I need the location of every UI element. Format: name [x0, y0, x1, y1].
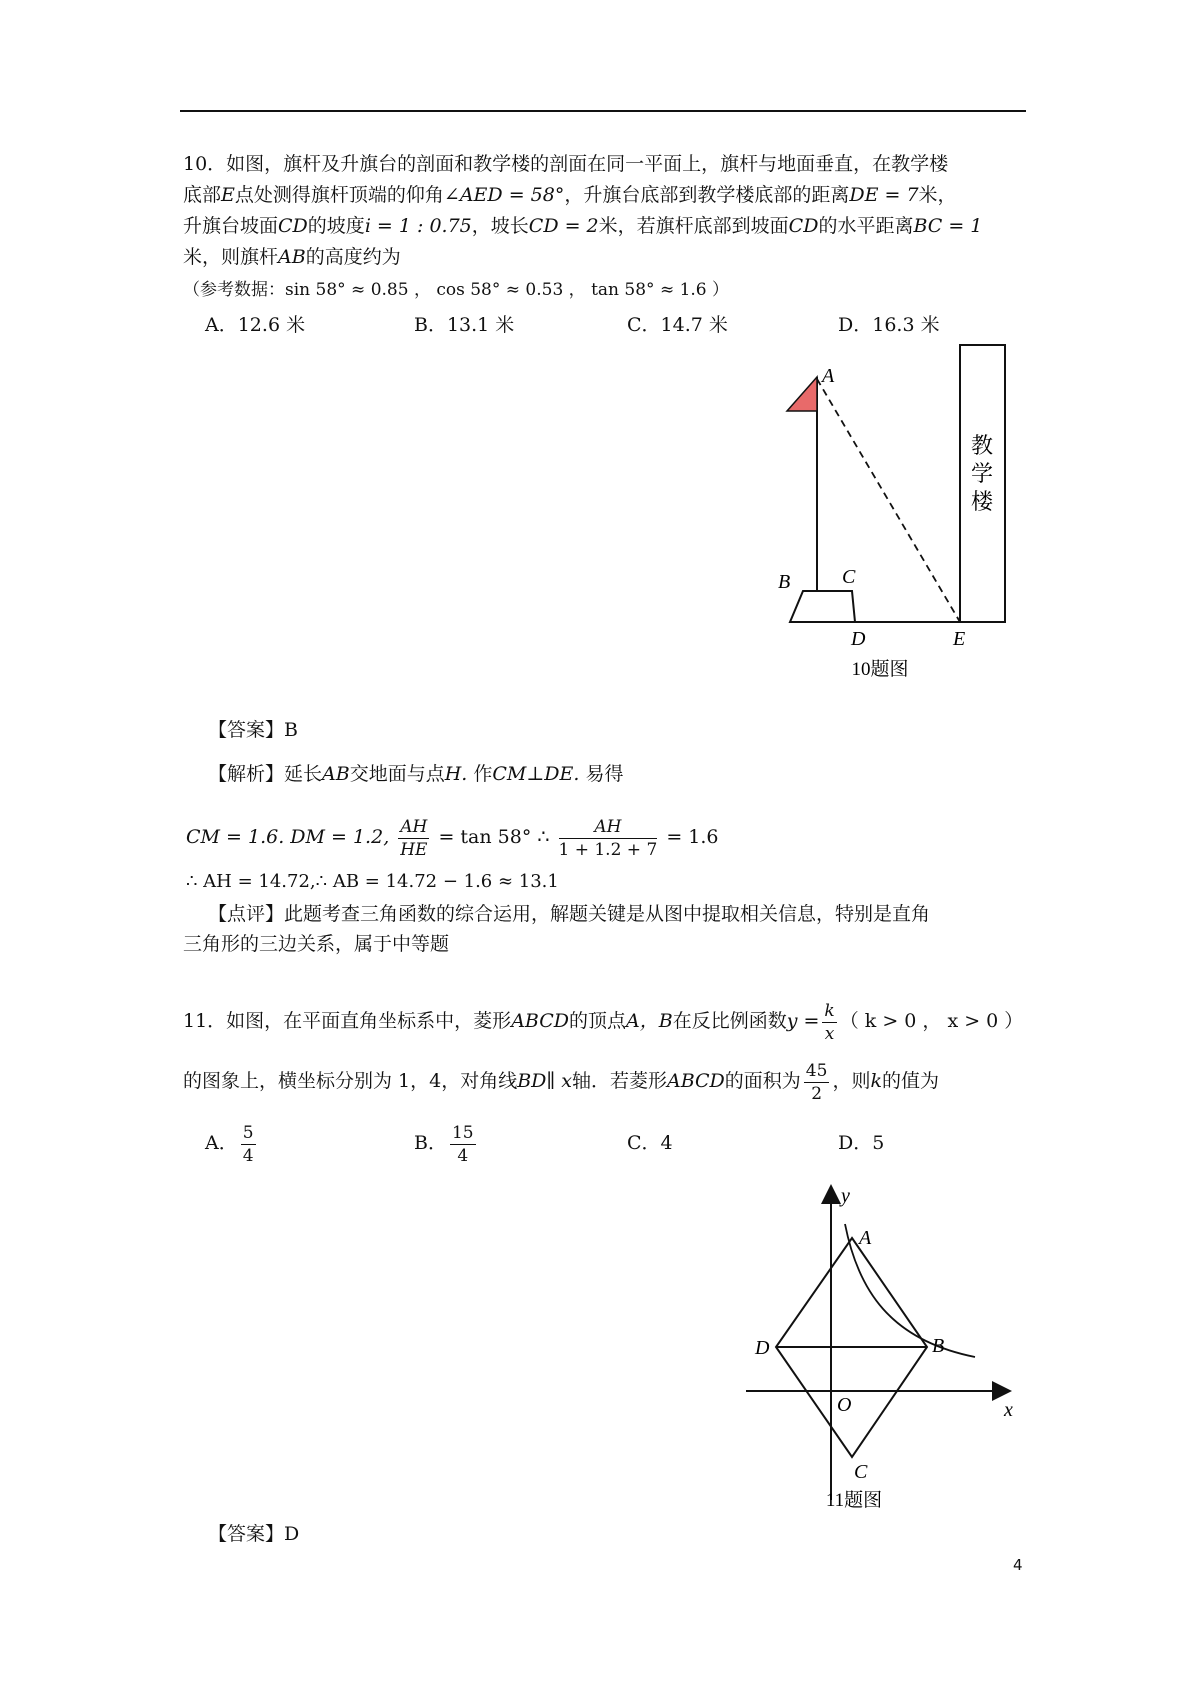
- q10-comment-line2: 三角形的三边关系，属于中等题: [183, 933, 450, 955]
- q10-line1: 10．如图，旗杆及升旗台的剖面和教学楼的剖面在同一平面上，旗杆与地面垂直，在教学楼: [183, 153, 949, 175]
- building-char-3: 楼: [970, 489, 994, 514]
- q10-analysis: 【解析】延长AB交地面与点H. 作CM⊥DE. 易得: [208, 763, 624, 785]
- q10-option-c: C．14.7 米: [627, 314, 728, 336]
- figure-caption: 11题图: [825, 1490, 883, 1510]
- label-c: C: [854, 1461, 868, 1483]
- label-b: B: [778, 571, 791, 593]
- platform: [790, 591, 855, 622]
- label-d: D: [851, 628, 866, 650]
- q11-line1: 11．如图，在平面直角坐标系中，菱形ABCD的顶点A，B在反比例函数y = $\frac{k}{x}$ （ k > 0 ， x > 0 ）: [183, 1000, 1024, 1044]
- q10-reference-data: （参考数据：sin 58° ≈ 0.85 ， cos 58° ≈ 0.53 ， tan 58° ≈ 1.6 ）: [183, 280, 730, 300]
- figure-caption: 10题图: [851, 659, 909, 680]
- q10-answer: 【答案】B: [208, 719, 298, 741]
- label-c: C: [842, 566, 856, 588]
- q11-option-c: C．4: [627, 1132, 673, 1154]
- q10-comment-line1: 【点评】此题考查三角函数的综合运用，解题关键是从图中提取相关信息，特别是直角: [208, 903, 931, 925]
- sight-line: [817, 379, 960, 622]
- q11-option-b: B． $\frac{15}{4}$: [414, 1122, 474, 1166]
- q11-option-d: D．5: [838, 1132, 885, 1154]
- q11-option-a: A． $\frac{5}{4}$: [205, 1122, 254, 1166]
- q10-equation-2: ∴ AH = 14.72,∴ AB = 14.72 − 1.6 ≈ 13.1: [186, 871, 559, 892]
- q10-line4: 米，则旗杆AB的高度约为: [183, 246, 401, 268]
- label-d: D: [755, 1337, 770, 1359]
- label-a: A: [859, 1227, 872, 1249]
- q10-option-a: A．12.6 米: [205, 314, 306, 336]
- q11-line2: 的图象上，横坐标分别为 1，4，对角线BD∥ x轴．若菱形ABCD的面积为 $\frac{45}{2}$ ，则k的值为: [183, 1060, 939, 1104]
- label-b: B: [932, 1335, 945, 1357]
- label-a: A: [822, 365, 835, 387]
- building-char-2: 学: [970, 461, 994, 486]
- q11-answer: 【答案】D: [208, 1523, 300, 1545]
- q10-figure: [770, 335, 1020, 685]
- page-number: 4: [1013, 1556, 1023, 1574]
- label-x: x: [1004, 1399, 1013, 1421]
- label-y: y: [841, 1185, 850, 1207]
- q10-option-d: D．16.3 米: [838, 314, 940, 336]
- q10-line2: 底部E点处测得旗杆顶端的仰角∠AED = 58°，升旗台底部到教学楼底部的距离DE = 7米，: [183, 184, 957, 206]
- q10-equation-1: CM = 1.6. DM = 1.2, $\frac{AH}{HE}$ = tan 58° ∴ $\frac{AH}{1 + 1.2 + 7}$ = 1.6: [186, 816, 719, 860]
- header-rule: [180, 110, 1026, 112]
- label-o: O: [837, 1394, 852, 1416]
- building-char-1: 教: [970, 433, 994, 458]
- flag: [787, 377, 817, 411]
- label-e: E: [953, 628, 966, 650]
- q10-line3: 升旗台坡面CD的坡度i = 1 : 0.75，坡长CD = 2米，若旗杆底部到坡面CD的水平距离BC = 1: [183, 215, 983, 237]
- q11-figure: [740, 1180, 1030, 1510]
- q10-option-b: B．13.1 米: [414, 314, 515, 336]
